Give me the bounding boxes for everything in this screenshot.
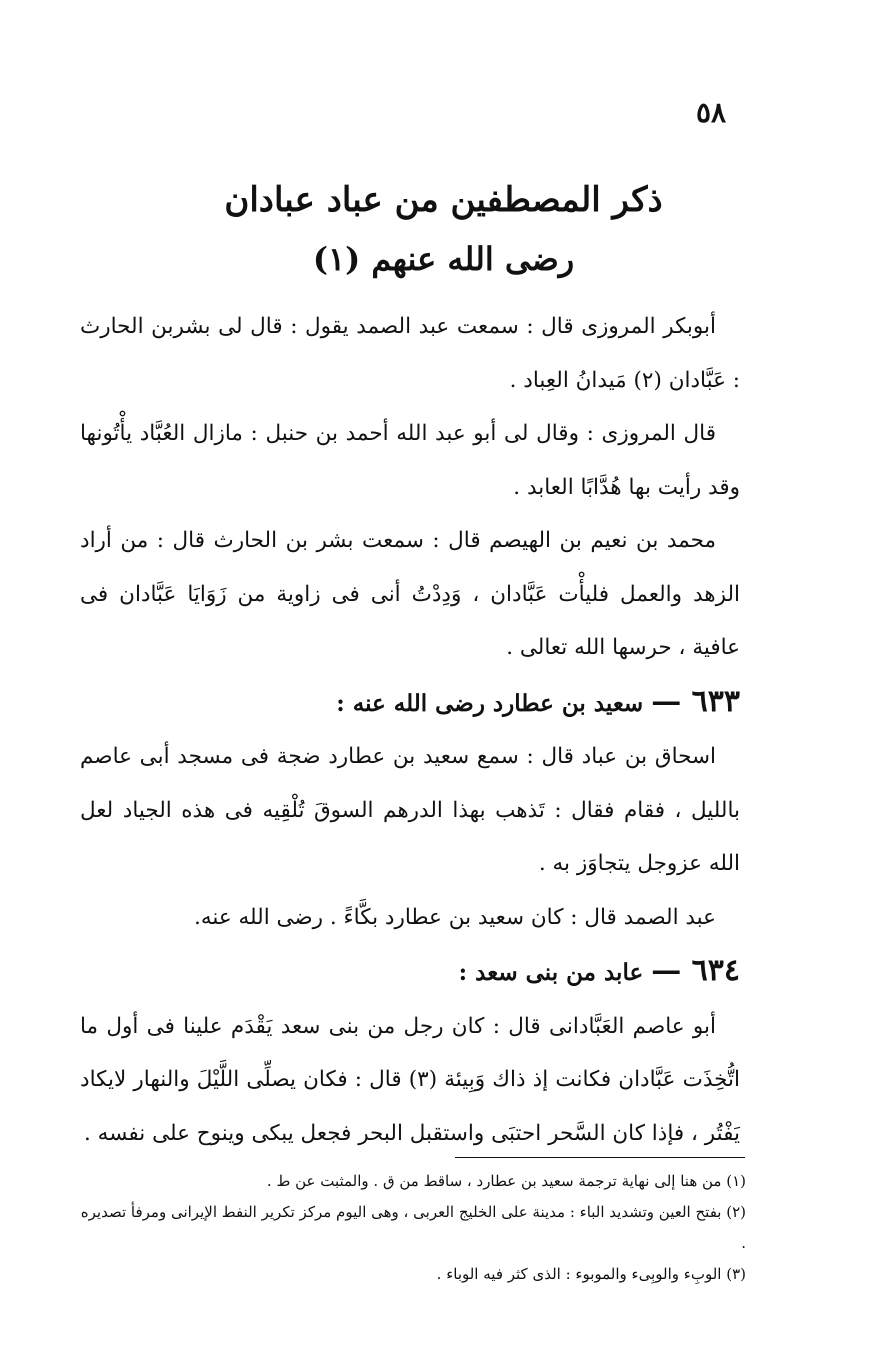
chapter-title: ذكر المصطفين من عباد عبادان: [224, 180, 663, 220]
footnote-3: (٣) الوبِء والوبِىء والموبوء : الذى كثر فيه الوباء .: [436, 1265, 746, 1283]
paragraph-4: اسحاق بن عباد قال : سمع سعيد بن عطارد ضجة فى مسجد أبى عاصم بالليل ، فقام فقال : تَذهب بهذا الدرهم السوقَ تُلْقِيه فى هذه الجياد لعل الله عزوجل يتجاوَز به .: [80, 744, 740, 876]
footnotes: [80, 1166, 746, 1290]
entry-heading-634: [80, 944, 740, 1000]
page-number: ٥٨: [696, 96, 727, 129]
paragraph-5: عبد الصمد قال : كان سعيد بن عطارد بكَّاءً . رضى الله عنه.: [193, 904, 716, 930]
paragraph-3: محمد بن نعيم بن الهيصم قال : سمعت بشر بن الحارث قال : من أراد الزهد والعمل فليأْت عَبَّادان ، وَدِدْتُ أنى فى زاوية من زَوَايَا عَبَّادان فى عافية ، حرسها الله تعالى .: [80, 528, 740, 660]
paragraph-2: قال المروزى : وقال لى أبو عبد الله أحمد بن حنبل : مازال العُبَّاد يأْتُونها وقد رأيت بها هُدَّابًا العابد .: [80, 421, 740, 500]
entry-number-633: ٦٣٣ —: [651, 683, 740, 719]
main-text: [80, 300, 740, 1160]
footnote-1: (١) من هنا إلى نهاية ترجمة سعيد بن عطارد ، ساقط من ق . والمثبت عن ط .: [266, 1172, 746, 1190]
entry-title-633: سعيد بن عطارد رضى الله عنه :: [336, 689, 644, 717]
footnote-divider: [455, 1157, 745, 1158]
entry-heading-633: [80, 675, 740, 731]
chapter-subtitle: رضى الله عنهم (١): [312, 240, 575, 278]
paragraph-6: أبو عاصم العَبَّادانى قال : كان رجل من بنى سعد يَقْدَم علينا فى أول ما اتُّخِذَت عَبَّادان فكانت إذ ذاك وَبِيئة (٣) قال : فكان يصلِّى اللَّيْلَ والنهار لايكاد يَفْتُر ، فإذا كان السَّحر احتبَى واستقبل البحر فجعل يبكى وينوح على نفسه .: [80, 1013, 740, 1146]
paragraph-1: أبوبكر المروزى قال : سمعت عبد الصمد يقول : قال لى بشربن الحارث : عَبَّادان (٢) مَيدانُ العِباد .: [80, 314, 740, 393]
footnote-2: (٢) بفتح العين وتشديد الباء : مدينة على الخليج العربى ، وهى اليوم مركز تكرير النفط الإيرانى ومرفأ تصديره .: [80, 1203, 746, 1252]
entry-title-634: عابد من بنى سعد :: [458, 959, 644, 986]
entry-number-634: ٦٣٤ —: [651, 953, 740, 988]
